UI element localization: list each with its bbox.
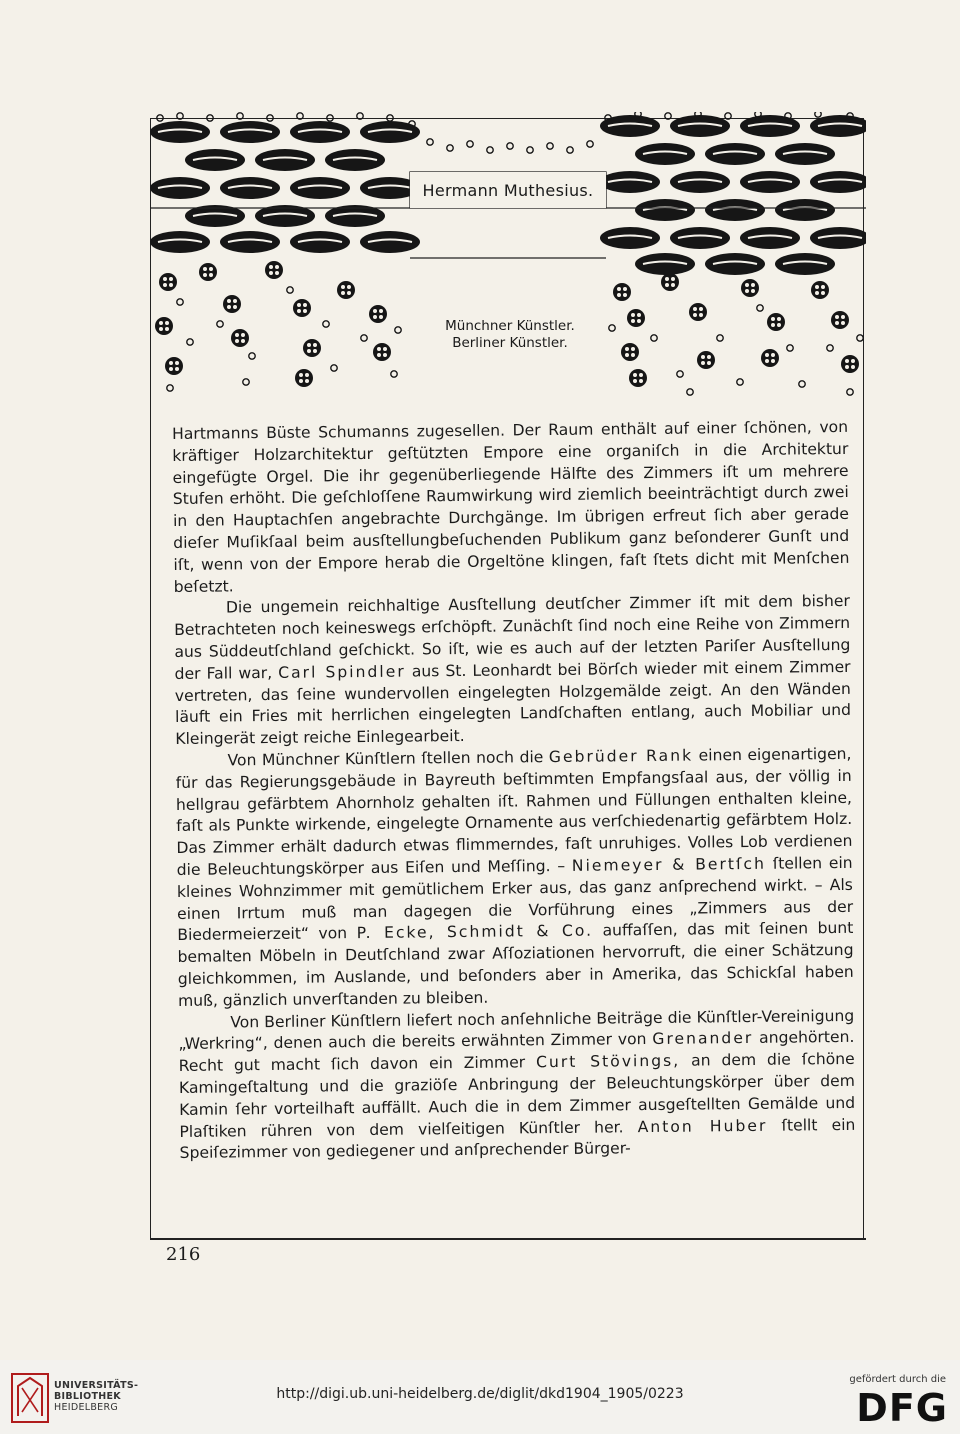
decorative-leaf-frieze: [150, 112, 866, 402]
sublabel-munich: Münchner Künstler.: [445, 318, 575, 334]
paragraph-3: [175, 744, 854, 1013]
name-stoevings: Curt Stövings,: [535, 1051, 681, 1072]
paragraph-4-text-c: an dem die ſchöne Kamingeſtaltung und die graziöſe Anbringung der Beleuchtungskörper über dem Kamin ſehr vorteilhaft auffällt. Auch die in dem Zimmer ausgeſtellten Gemälde und Plaſtiken rühren von dem vielſeitigen Künſtler her.: [178, 1049, 856, 1141]
sublabel-berlin: Berliner Künstler.: [452, 335, 568, 351]
institution-line-1: UNIVERSITÄTS-: [54, 1380, 139, 1391]
paragraph-4-text-d: ſtellt ein Speiſezimmer von gediegener und anſprechender Bürger-: [179, 1115, 856, 1163]
institution-line-3: HEIDELBERG: [54, 1402, 119, 1413]
paragraph-3-text-c: ſtellen ein kleines Wohnzimmer mit gemütlichem Erker aus, das ganz anſprechend wirkt. – Als einen Irrtum muß man dagegen die Vorführung eines „Zimmers aus der Biedermeierzeit“ von: [176, 853, 854, 945]
bottom-rule: [150, 1238, 866, 1240]
header-caption: Hermann Muthesius.: [410, 172, 606, 208]
permalink-url[interactable]: http://digi.ub.uni-heidelberg.de/diglit/dkd1904_1905/0223: [276, 1386, 684, 1402]
name-rank: Gebrüder Rank: [548, 746, 694, 767]
funder-caption: gefördert durch die: [849, 1374, 946, 1385]
paragraph-2-text-a: Die ungemein reichhaltige Ausſtellung deutſcher Zimmer iſt mit dem bisher Betrachteten noch keineswegs erſchöpft. Zunächſt ſind noch eine Reihe von Zimmern aus Süddeutſchland geſchickt. So iſt, wie es auch auf der letzten Pariſer Ausſtellung der Fall war,: [174, 592, 851, 683]
paragraph-1: Hartmanns Büste Schumanns zugesellen. Der Raum enthält auf einer ſchönen, von kräftiger Holzarchitektur geſtützten Empore eine organiſch in die Architektur eingefügte Orgel. Die ihr gegenüberliegende Hälfte des Zimmers iſt um mehrere Stufen erhöht. Die geſchloſſene Raumwirkung wird ziemlich beeinträchtigt durch zwei in den Hauptachſen angebrachte Durchgänge. Im übrigen erfreut ſich aber gerade dieſer Muſikſaal beim ausſtellungbeſuchenden Publikum ganz beſonderer Gunſt und iſt, wenn von der Empore herab die Orgeltöne klingen, faſt ſtets dicht mit Menſchen beſetzt.: [172, 417, 850, 596]
name-huber: Anton Huber: [637, 1116, 768, 1136]
name-ecke: P. Ecke, Schmidt & Co.: [356, 921, 594, 943]
page-number: 216: [166, 1244, 201, 1265]
paragraph-3-text-a: Von Münchner Künſtlern ſtellen noch die: [227, 748, 544, 770]
paragraph-4-text-b: angehörten. Recht gut macht ſich davon ein Zimmer: [178, 1028, 855, 1076]
paragraph-3-text-d: auffaſſen, das mit ſeinen bunt bemalten Möbeln in Deutſchland zwar Aſſoziationen hervorruft, die einer Schätzung gleichkommen, im Auslande, und beſonders aber in Amerika, das Schickſal haben muß, gänzlich unverſtanden zu bleiben.: [177, 919, 854, 1010]
institution-line-2: BIBLIOTHEK: [54, 1391, 121, 1402]
name-grenander: Grenander: [652, 1029, 754, 1049]
paragraph-2: [174, 591, 852, 751]
paragraph-4: [178, 1005, 856, 1165]
article-body: [172, 417, 856, 1165]
name-spindler: Carl Spindler: [278, 662, 406, 682]
name-niemeyer: Niemeyer & Bertſch: [571, 854, 767, 875]
paragraph-4-text-a: Von Berliner Künſtlern liefert noch anſehnliche Beiträge die Künſtler-Vereinigung „Werkring“, denen auch die bereits erwähnten Zimmer von: [178, 1006, 855, 1054]
header-sublabels: [420, 318, 600, 352]
paragraph-3-text-b: einen eigenartigen, für das Regierungsgebäude in Bayreuth beſtimmten Empfangsſaal aus, der völlig in hellgrau gefärbtem Ahornholz gehalten iſt. Rahmen und Füllungen enthalten kleine, faſt als Punkte wirkende, eingelegte Ornamente aus verſchiedenartig gefärbtem Holz. Das Zimmer erhält dadurch etwas flimmerndes, faſt unruhiges. Volles Lob verdienen die Beleuchtungskörper aus Eiſen und Meſſing. –: [175, 744, 853, 879]
dfg-logo[interactable]: DFG: [856, 1386, 948, 1430]
paragraph-2-text-b: aus St. Leonhardt bei Börſch wieder mit einem Zimmer vertreten, das ſeine wundervollen eingelegten Holzgemälde zeigt. An den Wänden läuft ein Fries mit herrlichen eingelegten Landſchaften entlang, auch Mobiliar und Kleingerät zeigt reiche Einlegearbeit.: [174, 657, 852, 749]
